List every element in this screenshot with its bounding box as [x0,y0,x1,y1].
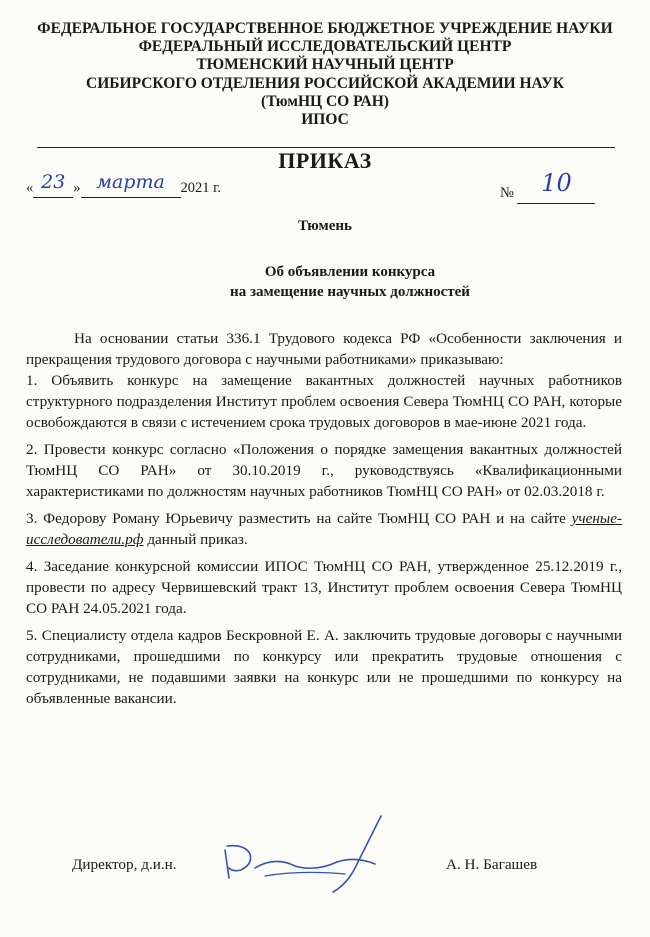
date-year: 2021 г. [180,180,222,196]
intro-paragraph: На основании статьи 336.1 Трудового кодекса РФ «Особенности заключения и прекращения трудового договора с научными работниками» приказываю: [26,330,622,368]
item-3-text-before: 3. Федорову Роману Юрьевичу разместить на сайте ТюмНЦ СО РАН и на сайте [26,510,572,527]
order-item-3 [26,508,622,550]
city: Тюмень [298,218,352,234]
number-blank [517,169,595,204]
signatory-name: А. Н. Багашев [446,856,538,873]
site-link[interactable]: ученые-исследователи.рф [26,510,622,548]
header-line-1: ФЕДЕРАЛЬНОЕ ГОСУДАРСТВЕННОЕ БЮДЖЕТНОЕ УЧРЕЖДЕНИЕ НАУКИ [37,20,613,37]
order-item-4: 4. Заседание конкурсной комиссии ИПОС ТюмНЦ СО РАН, утвержденное 25.12.2019 г., провести по адресу Червишевский тракт 13, Институт проблем освоения Севера ТюмНЦ СО РАН 24.05.2021 года. [26,558,622,617]
date-month-blank [81,171,181,198]
date-day: 23 [41,171,66,193]
organization-header [20,20,630,129]
order-item-2: 2. Провести конкурс согласно «Положения о порядке замещения вакантных должностей ТюмНЦ СО РАН» от 30.10.2019 г., руководствуясь «Квалификационными характеристиками по должностям научных работников ТюмНЦ СО РАН» от 02.03.2018 г. [26,441,622,500]
number-value: 10 [541,169,572,197]
header-line-5: (ТюмНЦ СО РАН) [261,92,389,110]
date-open-quote: « [26,180,34,196]
order-number [500,169,595,204]
subject-line-2: на замещение научных должностей [230,284,470,300]
item-3-text-after: данный приказ. [143,531,248,548]
header-line-6: ИПОС [301,111,349,129]
date-day-blank [33,171,73,198]
header-line-3: ТЮМЕНСКИЙ НАУЧНЫЙ ЦЕНТР [196,56,454,74]
header-line-2: ФЕДЕРАЛЬНЫЙ ИССЛЕДОВАТЕЛЬСКИЙ ЦЕНТР [138,38,512,56]
order-item-5: 5. Специалисту отдела кадров Бескровной Е. А. заключить трудовые договоры с научными сотрудниками, прошедшими по конкурсу или прекратить трудовые отношения с сотрудниками, не подавшими заявки на конкурс или не прошедшими по конкурсу на объявленные вакансии. [26,627,622,707]
document-title: ПРИКАЗ [278,148,372,173]
handwritten-signature-icon [205,808,405,898]
date-month: марта [96,171,165,193]
order-subject [180,262,520,302]
header-line-4: СИБИРСКОГО ОТДЕЛЕНИЯ РОССИЙСКОЙ АКАДЕМИИ НАУК [86,74,564,92]
order-date [26,171,222,198]
subject-line-1: Об объявлении конкурса [264,264,436,280]
order-item-1: 1. Объявить конкурс на замещение вакантных должностей научных работников структурного подразделения Институт проблем освоения Севера ТюмНЦ СО РАН, которые освобождаются в связи с истечением срока трудовых договоров в мае-июне 2021 года. [26,372,622,431]
date-close-quote: » [73,180,81,196]
signatory-role: Директор, д.и.н. [72,856,177,873]
number-label: № [500,185,514,201]
order-body [26,328,622,709]
